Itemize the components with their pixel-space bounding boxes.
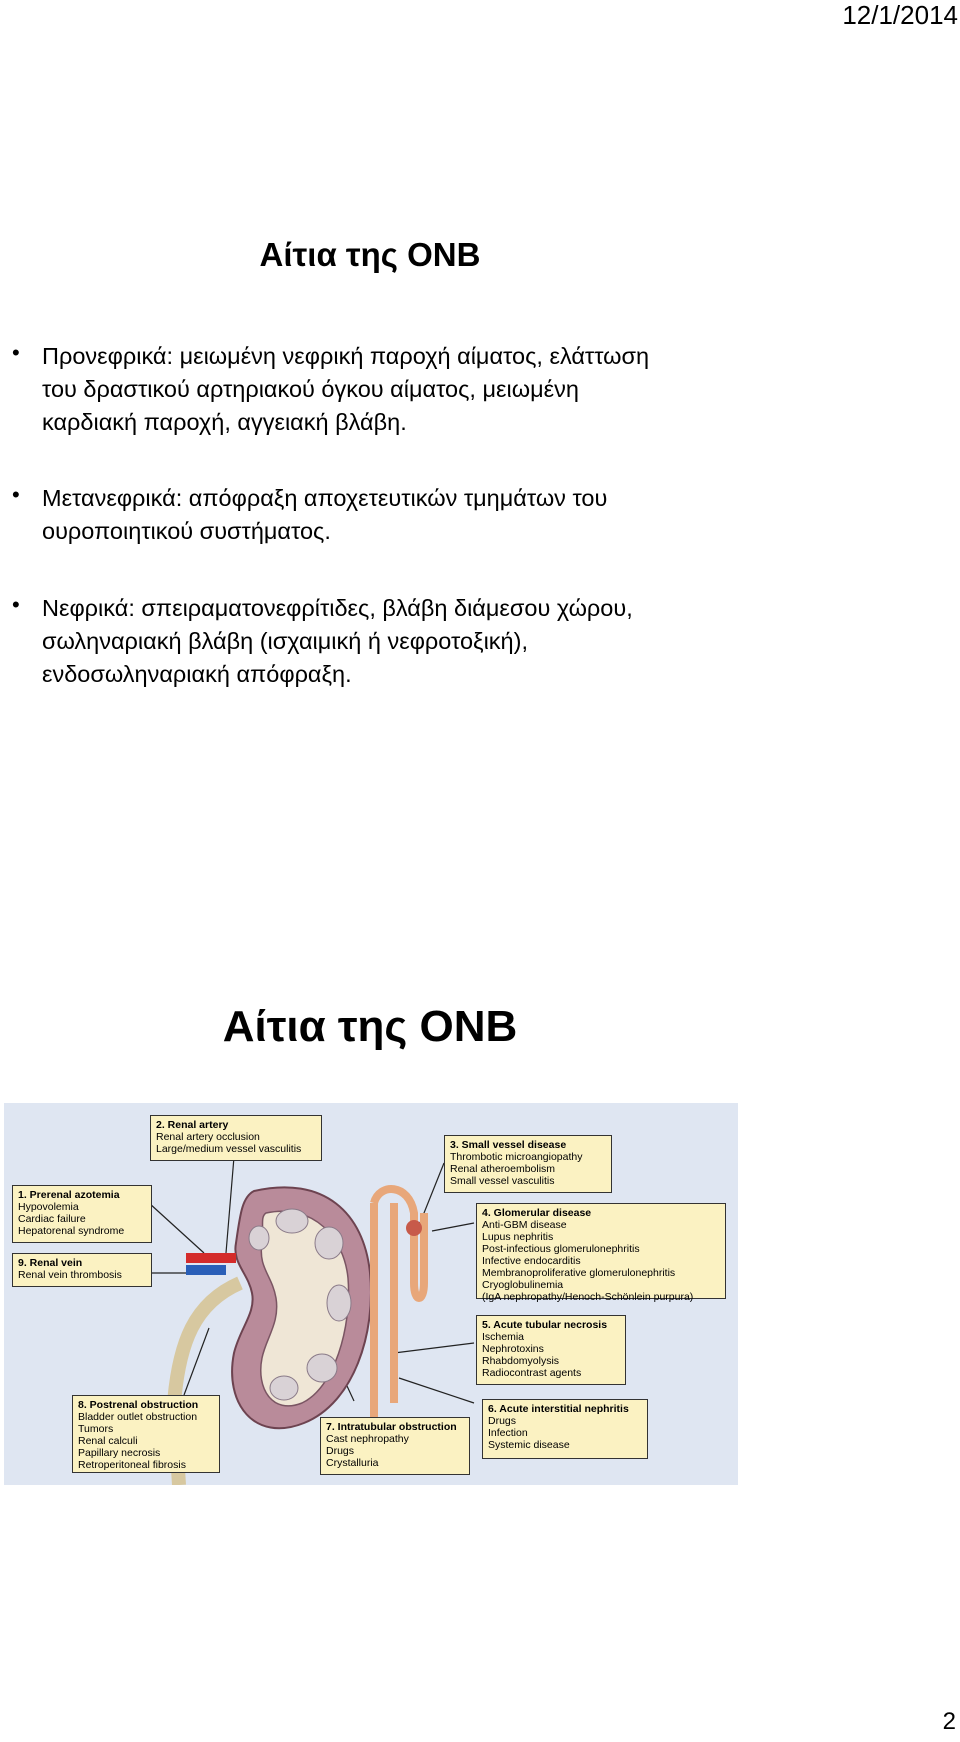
page-number: 2 [942, 1708, 956, 1735]
bullet-line: ενδοσωληναριακή απόφραξη. [42, 661, 352, 687]
slide-title-2: Αίτια της ΟΝΒ [222, 1002, 518, 1051]
box-intratubular-obstruction: 7. Intratubular obstruction Cast nephropathy Drugs Crystalluria [320, 1417, 470, 1475]
bullet-dot: • [12, 592, 20, 617]
box-glomerular-disease: 4. Glomerular disease Anti-GBM disease Lupus nephritis Post-infectious glomerulonephritis Infective endocarditis Membranoproliferative glomerulonephritis Cryoglobulinemia (IgA nephropathy/Henoch-Schönlein purpura) [476, 1203, 726, 1299]
bullet-line: σωληναριακή βλάβη (ισχαιμική ή νεφροτοξική), [42, 628, 528, 654]
bullet-dot: • [12, 482, 20, 507]
box-acute-tubular-necrosis: 5. Acute tubular necrosis Ischemia Nephrotoxins Rhabdomyolysis Radiocontrast agents [476, 1315, 626, 1385]
box-acute-interstitial-nephritis: 6. Acute interstitial nephritis Drugs Infection Systemic disease [482, 1399, 648, 1459]
box-renal-artery: 2. Renal artery Renal artery occlusion Large/medium vessel vasculitis [150, 1115, 322, 1161]
bullet-line: ουροποιητικού συστήματος. [42, 518, 331, 544]
slide-title-1: Αίτια της ΟΝΒ [259, 236, 481, 273]
slide-date: 12/1/2014 [842, 0, 958, 30]
aki-causes-figure [4, 1103, 738, 1485]
bullet-line: Νεφρικά: σπειραματονεφρίτιδες, βλάβη διάμεσου χώρου, [42, 595, 633, 621]
box-small-vessel-disease: 3. Small vessel disease Thrombotic microangiopathy Renal atheroembolism Small vessel vasculitis [444, 1135, 612, 1193]
box-renal-vein: 9. Renal vein Renal vein thrombosis [12, 1253, 152, 1287]
bullet-line: Μετανεφρικά: απόφραξη αποχετευτικών τμημάτων του [42, 485, 608, 511]
box-postrenal-obstruction: 8. Postrenal obstruction Bladder outlet obstruction Tumors Renal calculi Papillary necrosis Retroperitoneal fibrosis [72, 1395, 220, 1473]
box-prerenal-azotemia: 1. Prerenal azotemia Hypovolemia Cardiac failure Hepatorenal syndrome [12, 1185, 152, 1243]
bullet-item [12, 340, 742, 439]
bullet-line: του δραστικού αρτηριακού όγκου αίματος, μειωμένη [42, 376, 579, 402]
bullet-item [12, 482, 742, 548]
bullet-dot: • [12, 340, 20, 365]
bullet-line: Προνεφρικά: μειωμένη νεφρική παροχή αίματος, ελάττωση [42, 343, 650, 369]
bullet-item [12, 592, 742, 691]
bullet-line: καρδιακή παροχή, αγγειακή βλάβη. [42, 409, 407, 435]
